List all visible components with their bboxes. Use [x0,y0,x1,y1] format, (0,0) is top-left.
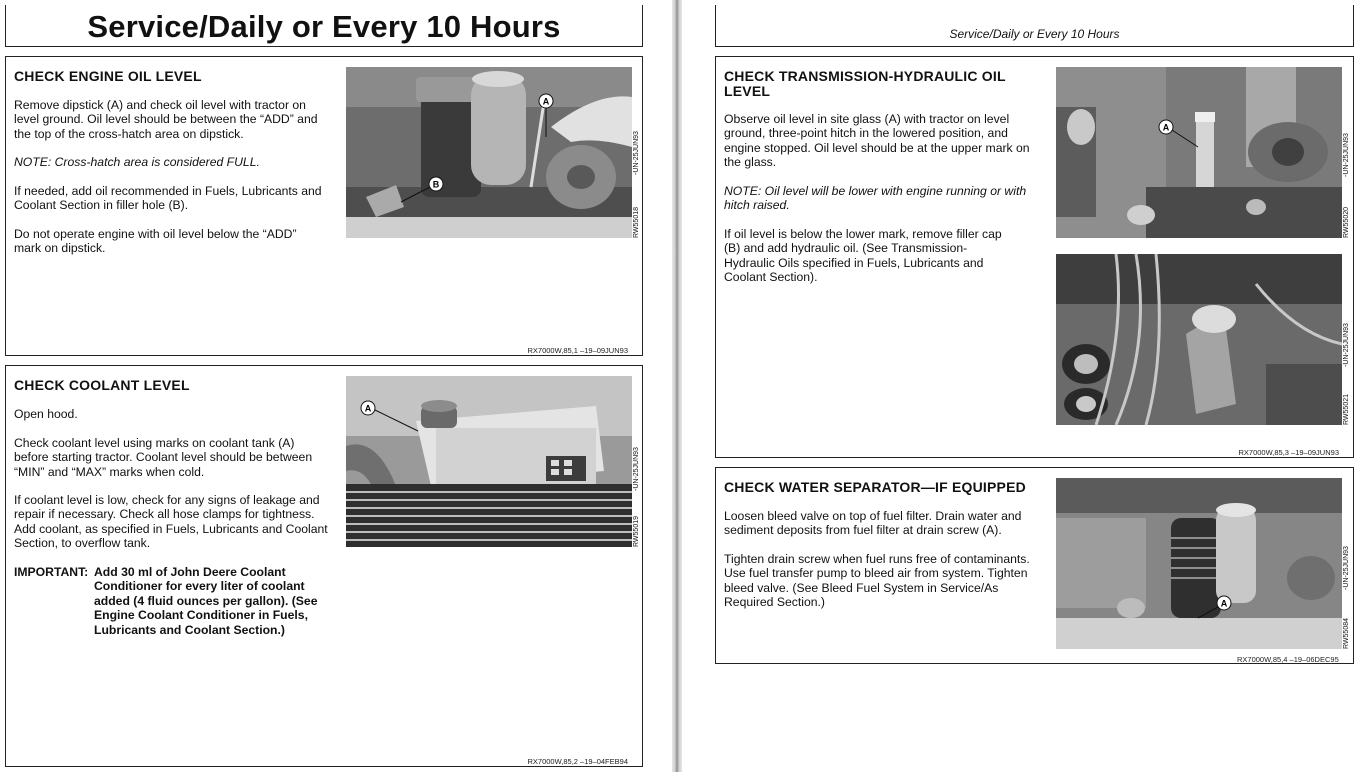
engine-oil-note: NOTE: Cross-hatch area is considered FULL. [14,155,260,169]
coolant-callout-a: A [364,403,372,414]
page-gutter [672,0,682,772]
transmission-heading: CHECK TRANSMISSION-HYDRAULIC OIL LEVEL [724,68,1006,99]
transmission-photo-2-id: RW55021 [1343,393,1350,425]
water-separator-callout-a: A [1220,598,1228,609]
coolant-photo-id: RW55019 [633,515,640,547]
engine-oil-photo-date: -UN-25JUN93 [633,131,640,175]
coolant-heading: CHECK COOLANT LEVEL [14,377,190,393]
transmission-note: NOTE: Oil level will be lower with engine running or with hitch raised. [724,184,1027,213]
water-separator-paragraph-1: Loosen bleed valve on top of fuel filter. Drain water and sediment deposits from fuel filter at drain screw (A). [724,509,1022,538]
transmission-paragraph-1: Observe oil level in site glass (A) with tractor on level ground, three-point hitch in the lowered position, and engine stopped. Oil level should be at the upper mark on the glass. [724,112,1030,170]
engine-oil-photo [346,67,632,238]
transmission-photo-2-date: -UN-25JUN93 [1343,323,1350,367]
engine-oil-ref: RX7000W,85,1 –19–09JUN93 [527,346,628,355]
transmission-section [715,56,1354,458]
engine-oil-photo-id: RW55018 [633,206,640,238]
important-text: Add 30 ml of John Deere Coolant Conditioner for every liter of coolant added (4 fluid ounces per gallon). (See Engine Coolant Conditioner in Fuels, Lubricants and Coolant Section.) [94,565,318,637]
page-title: Service/Daily or Every 10 Hours [5,5,643,47]
engine-oil-paragraph-2: If needed, add oil recommended in Fuels, Lubricants and Coolant Section in filler hole (B). [14,184,322,213]
engine-oil-section [5,56,643,356]
transmission-photo-1 [1056,67,1342,238]
water-separator-heading: CHECK WATER SEPARATOR—IF EQUIPPED [724,479,1026,495]
engine-oil-heading: CHECK ENGINE OIL LEVEL [14,68,202,84]
transmission-paragraph-2: If oil level is below the lower mark, remove filler cap (B) and add hydraulic oil. (See Transmission-Hydraulic Oils specified in Fuels, Lubricants and Coolant Section). [724,227,1002,285]
engine-oil-callout-b: B [432,179,440,190]
transmission-photo-1-date: -UN-25JUN93 [1343,133,1350,177]
transmission-photo-2 [1056,254,1342,425]
coolant-paragraph-2: Check coolant level using marks on coolant tank (A) before starting tractor. Coolant level should be between “MIN” and “MAX” marks when cold. [14,436,313,479]
left-page [0,0,672,772]
coolant-paragraph-3: If coolant level is low, check for any signs of leakage and repair if necessary. Check all hose clamps for tightness. Add coolant, as specified in Fuels, Lubricants and Coolant Section, to overflow tank. [14,493,328,551]
engine-oil-callout-a: A [542,96,550,107]
coolant-ref: RX7000W,85,2 –19–04FEB94 [527,757,628,766]
coolant-section [5,365,643,767]
engine-oil-paragraph-1: Remove dipstick (A) and check oil level with tractor on level ground. Oil level should be between the “ADD” and the top of the cross-hatch area on dipstick. [14,98,318,141]
coolant-photo [346,376,632,547]
transmission-photo-1-id: RW55020 [1343,206,1350,238]
right-page-header: Service/Daily or Every 10 Hours [715,5,1354,47]
transmission-callout-a: A [1162,122,1170,133]
important-label: IMPORTANT: [14,565,89,579]
engine-oil-paragraph-3: Do not operate engine with oil level below the “ADD” mark on dipstick. [14,227,297,256]
water-separator-photo-date: -UN-25JUN93 [1343,546,1350,590]
coolant-photo-date: -UN-25JUN93 [633,447,640,491]
water-separator-paragraph-2: Tighten drain screw when fuel runs free of contaminants. Use fuel transfer pump to bleed air from system. Tighten bleed valve. (See Bleed Fuel System in Service/As Required Section.) [724,552,1030,610]
water-separator-ref: RX7000W,85,4 –19–06DEC95 [1237,655,1339,664]
water-separator-photo-id: RW55084 [1343,617,1350,649]
coolant-paragraph-1: Open hood. [14,407,78,421]
water-separator-section [715,467,1354,664]
transmission-ref: RX7000W,85,3 –19–09JUN93 [1238,448,1339,457]
water-separator-photo [1056,478,1342,649]
